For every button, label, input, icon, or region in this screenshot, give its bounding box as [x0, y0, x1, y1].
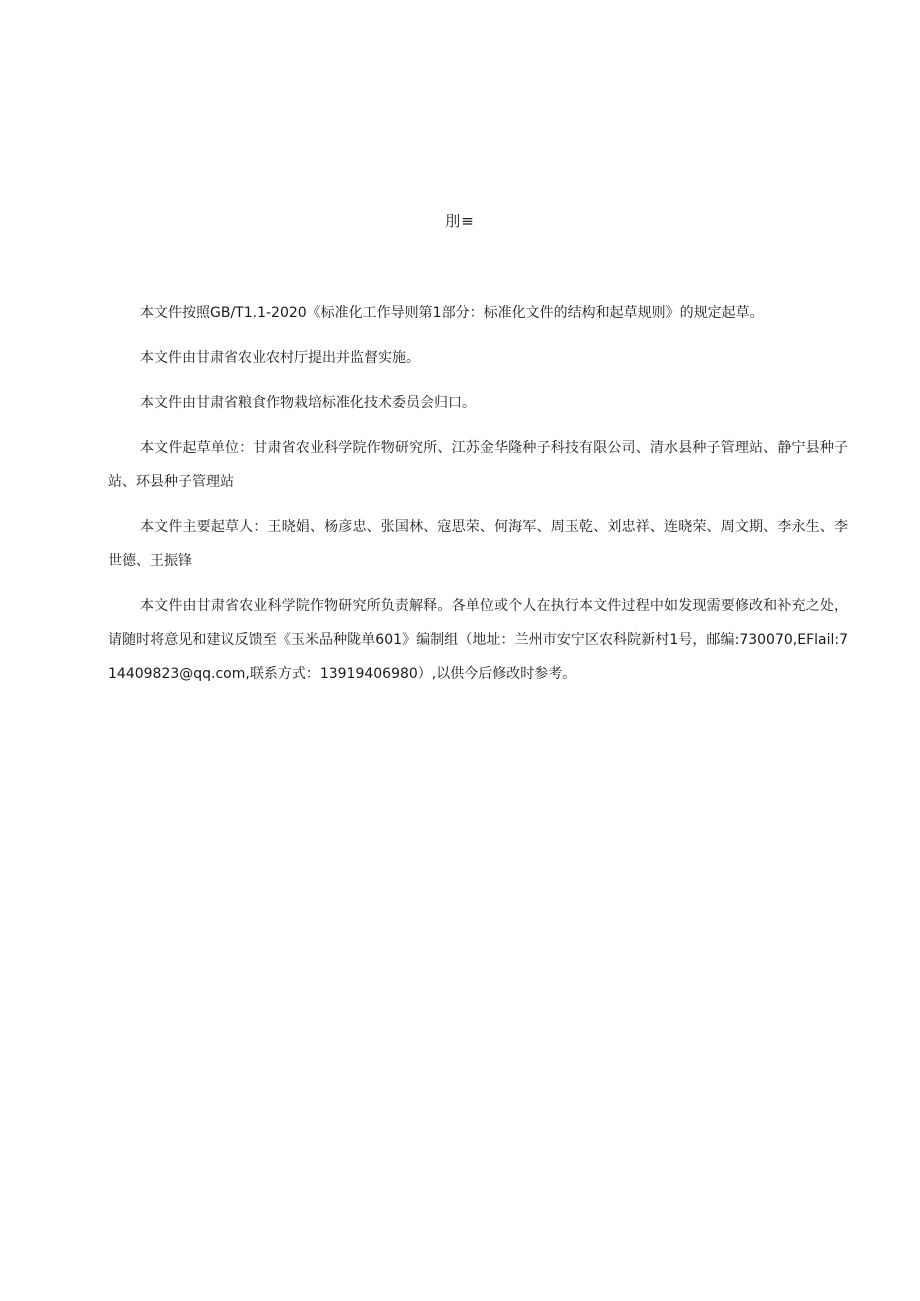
paragraph-centralized-unit: 本文件由甘肃省粮食作物栽培标准化技术委员会归口。 [140, 395, 476, 411]
paragraph-drafters: 本文件主要起草人：王晓娟、杨彦忠、张国林、寇思荣、何海军、周玉乾、刘忠祥、连晓荣、周文期、李永生、李世德、王振锋 [108, 519, 848, 569]
paragraph-interpretation-contact: 本文件由甘肃省农业科学院作物研究所负责解释。各单位或个人在执行本文件过程中如发现需要修改和补充之处，请随时将意见和建议反馈至《玉米品种陇单601》编制组（地址：兰州市安宁区农科院新村1号，邮编:730070,EFlail:714409823@qq.com,联系方式：13919406980）,以供今后修改时参考。 [108, 598, 848, 682]
paragraph-drafting-units: 本文件起草单位：甘肃省农业科学院作物研究所、江苏金华隆种子科技有限公司、清水县种子管理站、静宁县种子站、环县种子管理站 [108, 440, 848, 490]
page-title: 刖≡ [445, 212, 475, 230]
paragraph-proposer: 本文件由甘肃省农业农村厅提出并监督实施。 [140, 350, 420, 366]
document-body [108, 296, 848, 702]
paragraph-drafting-basis: 本文件按照GB/T1.1-2020《标准化工作导则第1部分：标准化文件的结构和起草规则》的规定起草。 [140, 305, 764, 321]
